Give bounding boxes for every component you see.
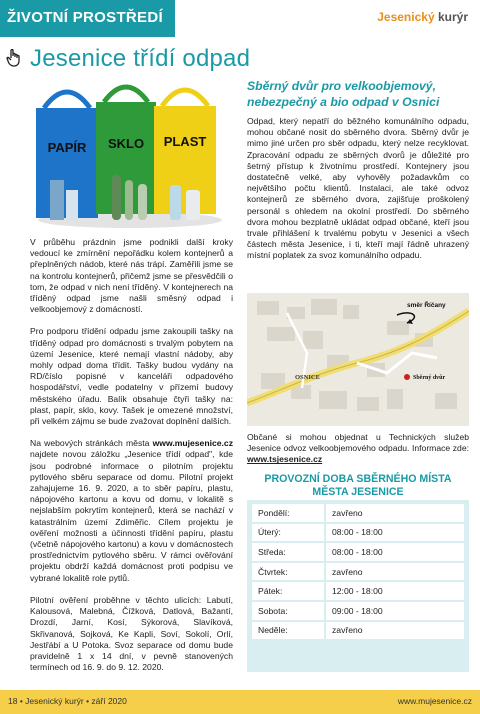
day-cell: Čtvrtek: bbox=[252, 563, 326, 583]
footer-website-link[interactable]: www.mujesenice.cz bbox=[397, 696, 472, 706]
collection-yard-subheadline: Sběrný dvůr pro velkoobjemový, nebezpečný a bio odpad v Osnici bbox=[247, 79, 440, 109]
pointing-hand-icon bbox=[6, 49, 22, 67]
time-cell: zavřeno bbox=[326, 622, 464, 642]
brand-part-2: kurýr bbox=[437, 10, 468, 24]
time-cell: zavřeno bbox=[326, 563, 464, 583]
website-link[interactable]: www.mujesenice.cz bbox=[152, 438, 233, 449]
article-headline: Jesenice třídí odpad bbox=[30, 45, 251, 72]
day-cell: Úterý: bbox=[252, 524, 326, 544]
note-text: Občané si mohou objednat u Technických služeb Jesenice odvoz velkoobjemového odpadu. Informace zde: bbox=[247, 432, 469, 454]
glass-bag-label: SKLO bbox=[107, 136, 145, 151]
time-cell: 08:00 - 18:00 bbox=[326, 524, 464, 544]
day-cell: Pátek: bbox=[252, 582, 326, 602]
collection-yard-map bbox=[247, 293, 469, 426]
direction-label: směr Říčany bbox=[407, 302, 446, 309]
streets-paragraph: Pilotní ověření proběhne v těchto ulicích: Labutí, Kalousová, Malebná, Čížková, Datlová, Bažantí, Drozdí, Jarní, Kosí, Sýkorová, Slavíková, Skřivanová, Sojková, Ke Kapli, Soví, Sokolí, Orlí, Jestřábí a U Potoka. Svoz separace od domu bude pravidelně 1 x 14 dní, v pevně stanovených termínech od 16. 9. do 9. 12. 2020. bbox=[30, 594, 233, 673]
table-row bbox=[252, 582, 464, 602]
table-row bbox=[252, 524, 464, 544]
day-cell: Neděle: bbox=[252, 622, 326, 642]
footer-issue-info: 18 • Jesenický kurýr • září 2020 bbox=[8, 696, 127, 706]
brand-part-1: Jesenický bbox=[377, 10, 435, 24]
day-cell: Středa: bbox=[252, 543, 326, 563]
website-text-after: najdete novou záložku „Jesenice třídí odpad", kde jsou podrobné informace o pilotním projektu pytlového sběru separace od domu. Pilotní projekt zahajujeme 16. 9. 2020, a to sběr papíru, plastu, nápojového kartonu a kovu od domu, v lokalitě s nejslabším pokrytím kontejnerů, která se nachází v katastrálním území Zdiměřic. Cílem projektu je ověření možnosti a účinnosti třídění papíru, plastu (včetně nápojového kartonu) a kovu v domácnostech prostřednictvím pytlového sběru. V rámci ověřování projektu obdrží každá domácnost proti podpisu ve vybrané lokalitě role pytlů. bbox=[30, 449, 233, 583]
table-row bbox=[252, 543, 464, 563]
table-row bbox=[252, 563, 464, 583]
time-cell: 08:00 - 18:00 bbox=[326, 543, 464, 563]
plastic-bag-label: PLAST bbox=[163, 134, 207, 149]
website-paragraph bbox=[30, 438, 233, 584]
table-row bbox=[252, 602, 464, 622]
page-header bbox=[0, 0, 480, 42]
opening-hours-title: PROVOZNÍ DOBA SBĚRNÉHO MÍSTA MĚSTA JESENICE bbox=[264, 473, 452, 498]
day-cell: Sobota: bbox=[252, 602, 326, 622]
intro-paragraph: V průběhu prázdnin jsme podnikli další kroky vedoucí ke zmírnění nepořádku kolem kontejnerů a přeplněných nádob, které nás trápí. Zaměřili jsme se na kontrolu kontejnerů, přičemž jsme se přesvědčili o tom, že odpad v nich není tříděný. V kontejnerech na tříděný odpad jsme našli směsný odpad i velkoobjemový z domácností. bbox=[30, 237, 233, 315]
bags-paragraph: Pro podporu třídění odpadu jsme zakoupili tašky na tříděný odpad pro domácnosti s trvalým pobytem na území Jesenice, které nemají vlastní nádoby, aby mohly odpad doma třídit. Tašky budou vydány na RD/číslo popisné v kanceláři odpadového hospodářství, vedle podatelny v přízemí budovy městského úřadu. Balík obsahuje čtyři tašky na: plast, papír, sklo, kovy. Tašek je omezené množství, při velkém zájmu se bude zvažovat doplnění dalších. bbox=[30, 326, 233, 427]
paper-bag-label: PAPÍR bbox=[47, 140, 87, 155]
opening-hours-table bbox=[252, 504, 464, 641]
tsjesenice-link[interactable]: www.tsjesenice.cz bbox=[247, 454, 323, 465]
section-label: ŽIVOTNÍ PROSTŘEDÍ bbox=[0, 0, 175, 37]
opening-hours-box bbox=[247, 500, 469, 672]
time-cell: 09:00 - 18:00 bbox=[326, 602, 464, 622]
village-label: OSNICE bbox=[295, 374, 320, 381]
collection-yard-label: Sběrný dvůr bbox=[413, 375, 446, 381]
day-cell: Pondělí: bbox=[252, 504, 326, 524]
left-column bbox=[30, 237, 233, 673]
plastic-bag bbox=[154, 106, 216, 214]
collection-yard-paragraph: Odpad, který nepatří do běžného komunálního odpadu, mohou občané nosit do sběrného dvora. Sběrný dvůr je mimo jiné určen pro sběr odpadu, který nelze recyklovat. Zpracování odpadu ze sběrných dvorů je důležité pro šetrný přístup k životnímu prostředí. Kontejnery jsou dostatečně velké, aby vyhověly požadavkům co největšího počtu klientů. Instalaci, ale také odvoz kontejnerů ze sběrného dvora, zajišťuje proškolený personál s ohledem na okolní prostředí. Do sběrného dvora mohou bezplatně ukládat odpad občané, kteří jsou trvale přihlášení k trvalému pobytu v Jesenici a všech částech města Jesenice, i ti, kteří mají řádně uhrazený místní poplatek za svoz komunálního odpadu. bbox=[247, 116, 469, 261]
page-footer bbox=[0, 690, 480, 714]
bulky-waste-note bbox=[247, 432, 469, 466]
magazine-brand bbox=[377, 10, 468, 24]
website-text-before: Na webových stránkách města bbox=[30, 438, 153, 449]
time-cell: zavřeno bbox=[326, 504, 464, 524]
recycling-bags-photo bbox=[30, 80, 230, 230]
collection-yard-marker bbox=[404, 374, 410, 380]
table-row bbox=[252, 504, 464, 524]
table-row bbox=[252, 622, 464, 642]
time-cell: 12:00 - 18:00 bbox=[326, 582, 464, 602]
